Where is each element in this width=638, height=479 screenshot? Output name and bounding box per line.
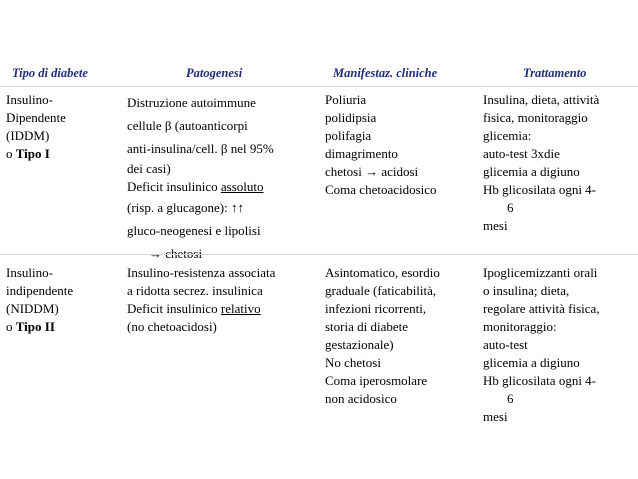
cell-trattamento [483,91,635,235]
text-line: cellule β (autoanticorpi [127,118,248,133]
header-manifestazioni-cliniche: Manifestaz. cliniche [333,66,438,80]
text-line: Insulina, dieta, attività [483,92,600,107]
cell-manifestazioni [325,91,475,199]
text-line: glicemia a digiuno [483,355,580,370]
text-line: chetosi → acidosi [325,164,419,179]
header-tipo-di-diabete: Tipo di diabete [12,66,88,80]
text-line: mesi [483,409,508,424]
text-line: (NIDDM) [6,301,59,316]
text-prefix: o [6,146,16,161]
text-line: gestazionale) [325,337,394,352]
text-line: monitoraggio: [483,319,557,334]
text-line: Insulino- [6,265,53,280]
text-line: o insulina; dieta, [483,283,570,298]
text-line: dei casi) [127,161,171,176]
text-line: Coma chetoacidosico [325,182,437,197]
text-line: polidipsia [325,110,377,125]
text-prefix: Deficit insulinico [127,179,221,194]
text-line [6,318,118,336]
text-line: fisica, monitoraggio [483,110,588,125]
text-line: Asintomatico, esordio [325,265,440,280]
text-line: polifagia [325,128,372,143]
text-line: non acidosico [325,391,397,406]
text-line: indipendente [6,283,74,298]
text-line: regolare attività fisica, [483,301,600,316]
text-line: 6 [507,200,514,215]
cell-tipo [6,264,118,336]
text-line: gluco-neogenesi e lipolisi [127,223,261,238]
text-line: auto-test [483,337,528,352]
text-line: mesi [483,218,508,233]
text-prefix: o [6,319,16,334]
divider [0,254,638,255]
text-line: dimagrimento [325,146,398,161]
text-line: glicemia: [483,128,532,143]
text-line [6,145,118,163]
text-line: a ridotta secrez. insulinica [127,283,263,298]
text-line [127,178,317,196]
text-line: (no chetoacidosi) [127,319,217,334]
text-line: graduale (faticabilità, [325,283,437,298]
divider [0,86,638,87]
underlined-term: assoluto [220,179,264,194]
text-line: → chetosi [149,246,203,261]
table-header [0,66,638,84]
text-line: Coma iperosmolare [325,373,428,388]
cell-manifestazioni [325,264,475,408]
text-line: Ipoglicemizzanti orali [483,265,598,280]
type-label: Tipo II [15,319,55,334]
text-line: infezioni ricorrenti, [325,301,427,316]
text-line: anti-insulina/cell. β nel 95% [127,141,274,156]
cell-patogenesi [127,91,317,265]
text-line: Insulino- [6,92,53,107]
cell-trattamento [483,264,635,426]
text-prefix: Deficit insulinico [127,301,221,316]
header-trattamento: Trattamento [523,66,587,80]
text-line: Hb glicosilata ogni 4- [483,373,597,388]
text-line: 6 [507,391,514,406]
text-line: Insulino-resistenza associata [127,265,276,280]
cell-tipo [6,91,118,163]
text-line [127,300,317,318]
header-patogenesi: Patogenesi [186,66,243,80]
text-line: glicemia a digiuno [483,164,580,179]
text-line: Distruzione autoimmune [127,95,256,110]
text-line: auto-test 3xdie [483,146,560,161]
text-line: No chetosi [325,355,381,370]
text-line: storia di diabete [325,319,409,334]
text-line: Poliuria [325,92,367,107]
cell-patogenesi [127,264,317,336]
type-label: Tipo I [15,146,50,161]
text-line: Dipendente [6,110,66,125]
text-line: (risp. a glucagone): ↑↑ [127,200,244,215]
text-line: (IDDM) [6,128,50,143]
text-line: Hb glicosilata ogni 4- [483,182,597,197]
underlined-term: relativo [220,301,261,316]
